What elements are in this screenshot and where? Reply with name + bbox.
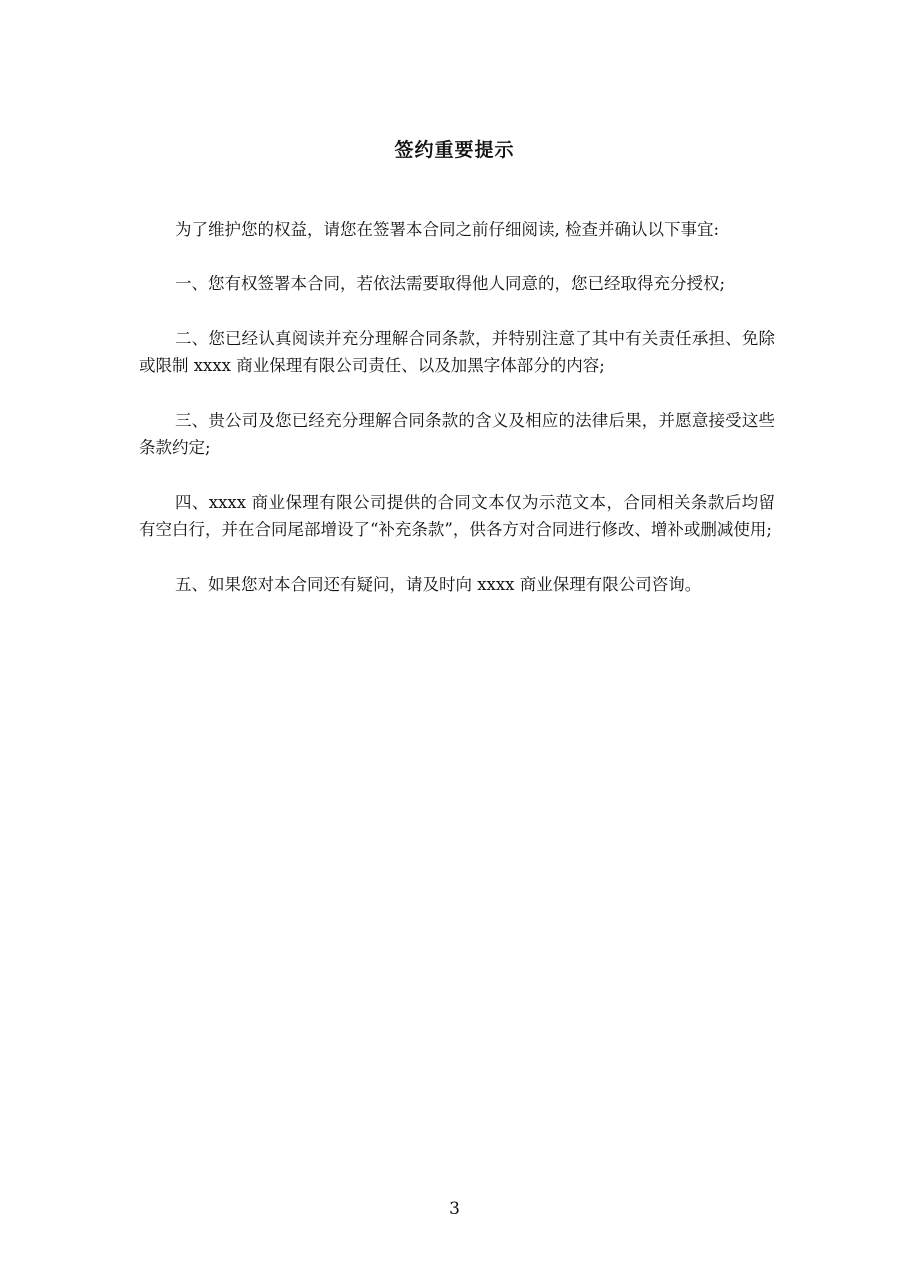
intro-paragraph: 为了维护您的权益，请您在签署本合同之前仔细阅读, 检查并确认以下事宜:: [175, 220, 720, 239]
clause-5: 五、如果您对本合同还有疑问，请及时向 xxxx 商业保理有限公司咨询。: [175, 575, 702, 594]
clause-4: 四、xxxx 商业保理有限公司提供的合同文本仅为示范文本，合同相关条款后均留有空白行，并在合同尾部增设了“补充条款”，供各方对合同进行修改、增补或删减使用;: [139, 493, 775, 539]
clause-2: 二、您已经认真阅读并充分理解合同条款，并特别注意了其中有关责任承担、免除或限制 xxxx 商业保理有限公司责任、以及加黑字体部分的内容;: [139, 329, 775, 375]
clause-1: 一、您有权签署本合同，若依法需要取得他人同意的，您已经取得充分授权;: [175, 274, 726, 293]
document-title: 签约重要提示: [394, 139, 515, 161]
document-body: [139, 216, 775, 626]
clause-3: 三、贵公司及您已经充分理解合同条款的含义及相应的法律后果，并愿意接受这些条款约定;: [139, 411, 775, 457]
page-number: 3: [449, 1199, 460, 1219]
